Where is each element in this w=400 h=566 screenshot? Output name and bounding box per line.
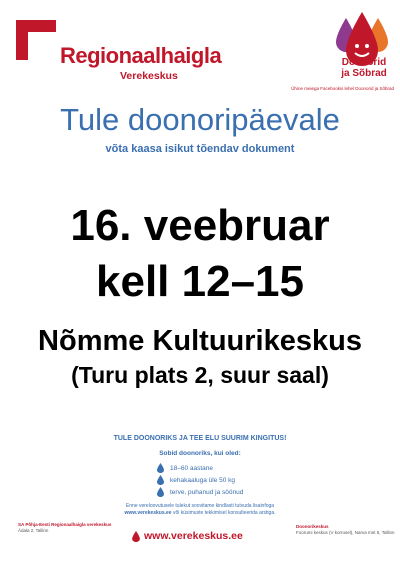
requirement-item bbox=[170, 477, 235, 484]
website-link[interactable]: www.verekeskus.ee bbox=[144, 530, 243, 542]
doonorid-line1: Doonorid bbox=[341, 57, 387, 68]
regionaalhaigla-name: Regionaalhaigla bbox=[60, 43, 222, 68]
footer-left-title: SA Põhja-Eesti Regionaalhaigla verekeskus bbox=[18, 522, 112, 527]
doonorid-line2: ja Sõbrad bbox=[341, 68, 387, 79]
footer-left-address: Ädala 2, Tallinn bbox=[18, 528, 49, 533]
footer-right-address: Foorumi keskus (V korrusel), Narva mnt 5, Tallinn bbox=[296, 530, 395, 535]
info-note bbox=[0, 503, 400, 517]
event-date: 16. veebruar bbox=[70, 201, 330, 250]
regionaalhaigla-logo bbox=[16, 20, 222, 82]
info-note-site[interactable]: www.verekeskus.ee bbox=[124, 510, 172, 516]
event-venue: Nõmme Kultuurikeskus bbox=[38, 325, 362, 357]
blood-drop-icon bbox=[157, 487, 164, 497]
page-title: Tule doonoripäevale bbox=[60, 102, 340, 137]
info-note-line1: Enne vereloovutusele tulekut soovitame kindlasti tutvuda lisainfoga bbox=[125, 503, 275, 509]
footer-right bbox=[296, 524, 394, 536]
info-note-rest: või küsimuste tekkimisel konsulteerida arstiga. bbox=[172, 510, 276, 516]
page-subtitle: võta kaasa isikut tõendav dokument bbox=[105, 143, 295, 155]
doonorid-logo-text bbox=[336, 57, 392, 79]
blood-drop-icon bbox=[132, 531, 140, 542]
requirement-text: kehakaaluga üle 50 kg bbox=[170, 477, 236, 484]
footer-left bbox=[18, 522, 111, 534]
requirement-text: 18–60 aastane bbox=[170, 465, 214, 472]
info-lead: Sobid doonoriks, kui oled: bbox=[159, 450, 241, 457]
event-time: kell 12–15 bbox=[96, 257, 304, 306]
blood-drop-icon bbox=[157, 475, 164, 485]
requirement-item bbox=[170, 465, 213, 472]
info-headline: TULE DOONORIKS JA TEE ELU SUURIM KINGITUS! bbox=[113, 435, 287, 442]
footer-right-title: Doonorikeskus bbox=[296, 524, 329, 529]
regionaalhaigla-mark-icon bbox=[16, 20, 56, 60]
verekeskus-label: Verekeskus bbox=[120, 70, 178, 82]
facebook-tagline: Ühine meiega Facebookis lehel Doonorid ja Sõbrad bbox=[291, 86, 394, 91]
requirement-text: terve, puhanud ja söönud bbox=[170, 489, 244, 496]
info-note-line2 bbox=[0, 510, 400, 517]
requirement-item bbox=[170, 489, 243, 496]
blood-drop-icon bbox=[157, 463, 164, 473]
event-address: (Turu plats 2, suur saal) bbox=[71, 362, 329, 388]
